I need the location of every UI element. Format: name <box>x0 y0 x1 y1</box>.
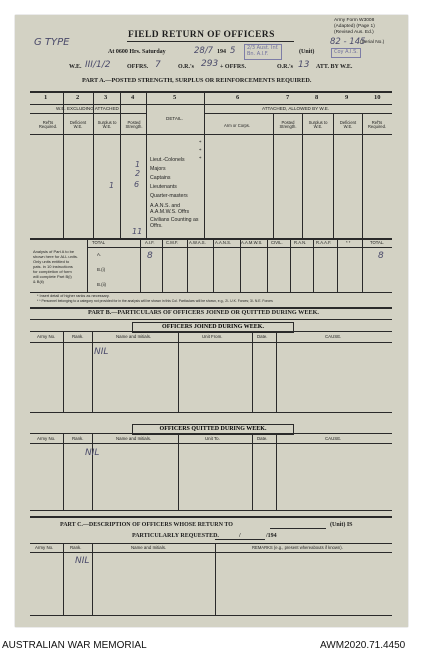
analysis-col-civil: CIVIL. <box>271 240 283 245</box>
serial-label: (Serial No.) <box>360 40 385 45</box>
year-value: 5 <box>230 46 236 56</box>
form-title: FIELD RETURN OF OFFICERS <box>128 30 275 40</box>
posted-lt-col: 1 <box>135 160 141 169</box>
grid-v-8 <box>333 113 334 238</box>
unit-label: (Unit) <box>299 49 315 55</box>
rank-lieut-colonels: Lieut.-Colonels <box>150 157 185 163</box>
joined-v-2 <box>92 331 93 412</box>
form-ref-line1: Army Form W3008 <box>334 18 375 23</box>
grid-v-9 <box>362 113 363 238</box>
analysis-row-bi: B.(i) <box>97 267 106 272</box>
part-c-date-slash: / <box>239 533 241 539</box>
att-label: ATT. BY W.E. <box>316 64 353 70</box>
joined-v-5 <box>276 331 277 412</box>
quitted-v-5 <box>276 433 277 510</box>
analysis-note-line: Analysis of Part A to be <box>33 249 75 254</box>
joined-col-cause: CAUSE. <box>325 334 342 339</box>
joined-col-army: Army No. <box>37 334 56 339</box>
unit-stamp <box>244 44 282 60</box>
joined-v-1 <box>63 331 64 412</box>
joined-v-4 <box>252 331 253 412</box>
grid-v-4 <box>146 91 147 238</box>
analysis-note <box>33 249 87 284</box>
at-label: At 0600 Hrs. Saturday <box>108 49 166 55</box>
rank-aans: A.A.N.S. and A.A.M.W.S. Offrs <box>150 203 190 215</box>
analysis-total-value: 8 <box>378 251 384 261</box>
grid-v-3 <box>120 91 121 238</box>
column-number: 1 <box>44 94 48 101</box>
col-number-rule <box>30 104 392 105</box>
part-a-title: PART A.—POSTED STRENGTH, SURPLUS OR REINFORCEMENTS REQUIRED. <box>82 77 312 84</box>
part-c-col-remarks: REMARKS (e.g., present whereabouts if known). <box>252 545 343 550</box>
analysis-note-line: & B(ii) <box>33 279 44 284</box>
joined-col-unit: Unit From. <box>202 334 223 339</box>
year-label: 194 <box>217 49 226 55</box>
part-c-unit-line <box>270 528 326 529</box>
column-number: 5 <box>173 94 177 101</box>
col-header-r-surplus: Surplus to W.E. <box>308 120 328 130</box>
part-c-title-1: PART C.—DESCRIPTION OF OFFICERS WHOSE RETURN TO <box>60 522 233 528</box>
footnote-1: * Insert detail of higher ranks as necessary. <box>37 294 110 298</box>
col-header-posted: Posted Strength. <box>125 120 143 130</box>
part-c-col-name: Name and Initials. <box>131 545 167 550</box>
part-c-table-top <box>30 543 392 544</box>
form-ref-line2: (Adapted) (Page 1) <box>334 24 375 29</box>
joined-nil: NIL <box>94 347 109 357</box>
joined-v-3 <box>178 331 179 412</box>
col-header-refts: Ref'ts Required. <box>38 120 58 130</box>
part-c-col-rank: Rank. <box>70 545 82 550</box>
column-number: 9 <box>345 94 349 101</box>
quitted-bottom-rule <box>30 510 392 511</box>
ors2-value: 13 <box>298 60 310 70</box>
quitted-v-4 <box>252 433 253 510</box>
part-c-unit-is: (Unit) IS <box>330 522 353 528</box>
analysis-col-awas: A.W.A.S. <box>189 240 206 245</box>
joined-col-rank: Rank. <box>72 334 84 339</box>
joined-bottom-rule <box>30 412 392 413</box>
analysis-header-rule <box>87 247 392 248</box>
analysis-note-line: pats. in 10 instructions <box>33 264 73 269</box>
part-c-date-line <box>215 539 265 540</box>
part-c-bottom-rule <box>30 615 392 616</box>
rank-captains: Captains <box>150 175 171 181</box>
side-stamp: Coy A.I.S. <box>331 48 361 58</box>
offrs-value: 7 <box>155 60 161 70</box>
grid-v-1 <box>63 91 64 238</box>
col-header-surplus: Surplus to W.E. <box>97 120 117 130</box>
star-marks: * * * <box>199 141 202 162</box>
quitted-v-2 <box>92 433 93 510</box>
part-c-title-2: PARTICULARLY REQUESTED. <box>132 533 219 539</box>
joined-col-date: Date. <box>257 334 268 339</box>
ors2-label: O.R.'s <box>277 64 294 70</box>
group-header-rule-right <box>204 113 392 114</box>
quitted-header-rule <box>30 443 392 444</box>
analysis-row-bii: B.(ii) <box>97 282 107 287</box>
part-c-v-1 <box>63 543 64 615</box>
part-a-top-rule <box>30 91 392 93</box>
analysis-row-a: A. <box>97 252 102 257</box>
quitted-col-cause: CAUSE. <box>325 436 342 441</box>
part-c-nil: NIL <box>75 556 90 566</box>
analysis-col-aif: A.I.F. <box>145 240 155 245</box>
analysis-note-line: for completion of form <box>33 269 72 274</box>
analysis-col-aans: A.A.N.S. <box>215 240 232 245</box>
column-number: 3 <box>104 94 108 101</box>
plus-offrs-label: + OFFRS. <box>220 64 247 70</box>
col-header-r-deficient: Deficient W.E. <box>339 120 357 130</box>
column-number: 6 <box>236 94 240 101</box>
quitted-col-army: Army No. <box>37 436 56 441</box>
unit-stamp-line1: 2/3 Aust. Inf. <box>247 45 279 51</box>
form-ref-line3: (Revised Aus. Ed.) <box>334 30 374 35</box>
part-c-year: /194 <box>266 533 277 539</box>
group-right-label: ATTACHED, ALLOWED BY W.E. <box>262 106 330 111</box>
quitted-col-unit: Unit To. <box>205 436 220 441</box>
quitted-top-rule <box>30 433 392 434</box>
part-b-title: PART B.—PARTICULARS OF OFFICERS JOINED OR QUITTED DURING WEEK. <box>88 309 319 316</box>
analysis-col-aamws: A.A.M.W.S. <box>241 240 263 245</box>
part-c-v-2 <box>92 543 93 615</box>
col-header-r-posted: Posted Strength. <box>279 120 297 130</box>
posted-majors: 2 <box>135 169 141 178</box>
col-header-arm: Arm or Corps. <box>224 123 251 128</box>
unit-stamp-line2: Bn. A.I.F. <box>247 50 269 57</box>
offrs-label: OFFRS. <box>127 64 149 70</box>
analysis-col-ran: R.A.N. <box>294 240 307 245</box>
group-left-label: W.E. EXCLUDING ATTACHED <box>56 106 119 111</box>
column-number: 2 <box>76 94 80 101</box>
we-label: W.E. <box>69 64 82 70</box>
joined-header-rule <box>30 342 392 343</box>
quitted-col-rank: Rank. <box>72 436 84 441</box>
part-c-col-army: Army No. <box>35 545 54 550</box>
analysis-col-raaf: R.A.A.F. <box>316 240 332 245</box>
col-header-r-refts: Ref'ts Required. <box>367 120 387 130</box>
joined-col-name: Name and Initials. <box>116 334 152 339</box>
rank-civilians: Civilians Counting as Offrs. <box>150 217 199 229</box>
date-value: 28/7 <box>194 46 214 56</box>
quitted-v-3 <box>178 433 179 510</box>
part-c-v-3 <box>215 543 216 615</box>
rank-lieutenants: Lieutenants <box>150 184 177 190</box>
serial-value: 82 - 145 <box>330 37 366 47</box>
rank-quartermasters: Quarter-masters <box>150 193 188 199</box>
footnote-2: * * Personnel belonging to a category not provided for in the analysis will be shown in this Col. Particulars will be shown, e.g., 2/- U.K. Forces; 3/- N.E. Forces <box>37 299 273 303</box>
col-header-detail: DETAIL. <box>166 116 184 121</box>
title-underline <box>127 41 294 42</box>
part-b-title-rule <box>30 319 392 320</box>
analysis-note-line: will complete Part B(i) <box>33 274 72 279</box>
analysis-bottom-rule <box>30 292 392 293</box>
col-header-deficient: Deficient W.E. <box>69 120 87 130</box>
ors-label: O.R.'s <box>178 64 195 70</box>
analysis-aif-value: 8 <box>147 251 153 261</box>
column-number: 8 <box>315 94 319 101</box>
joined-top-rule <box>30 331 392 332</box>
posted-captains: 1 <box>109 181 115 190</box>
subheader-rule <box>30 134 392 135</box>
quitted-col-name: Name and Initials. <box>116 436 152 441</box>
analysis-note-line: Only units entitled to <box>33 259 70 264</box>
grid-v-6 <box>273 113 274 238</box>
type-note: G TYPE <box>34 37 70 48</box>
column-number: 4 <box>131 94 135 101</box>
quitted-nil: NIL <box>85 448 100 458</box>
we-value: III/1/2 <box>85 60 111 70</box>
analysis-col-total: TOTAL. <box>370 240 385 245</box>
quitted-v-1 <box>63 433 64 510</box>
part-c-header-rule <box>30 552 392 553</box>
grid-v-7 <box>302 113 303 238</box>
footer-credit: AUSTRALIAN WAR MEMORIAL <box>2 640 147 651</box>
posted-total: 11 <box>132 227 143 236</box>
quitted-col-date: Date. <box>257 436 268 441</box>
rank-majors: Majors <box>150 166 166 172</box>
column-number: 10 <box>374 94 381 101</box>
analysis-col-cmf: C.M.F. <box>166 240 179 245</box>
quitted-title: OFFICERS QUITTED DURING WEEK. <box>132 424 294 435</box>
ors-value: 293 <box>201 59 219 69</box>
joined-title: OFFICERS JOINED DURING WEEK. <box>132 322 294 333</box>
column-number: 7 <box>286 94 290 101</box>
analysis-note-line: shown here for ALL units. <box>33 254 78 259</box>
grid-v-2 <box>93 91 94 238</box>
part-c-top-rule <box>30 516 392 518</box>
analysis-col-other: * * <box>346 240 351 245</box>
grid-v-5 <box>204 91 205 238</box>
posted-lieutenants: 6 <box>134 180 140 189</box>
analysis-col-total-a: TOTAL <box>92 240 106 245</box>
group-header-rule-left <box>30 113 146 114</box>
footer-accession: AWM2020.71.4450 <box>320 640 406 651</box>
